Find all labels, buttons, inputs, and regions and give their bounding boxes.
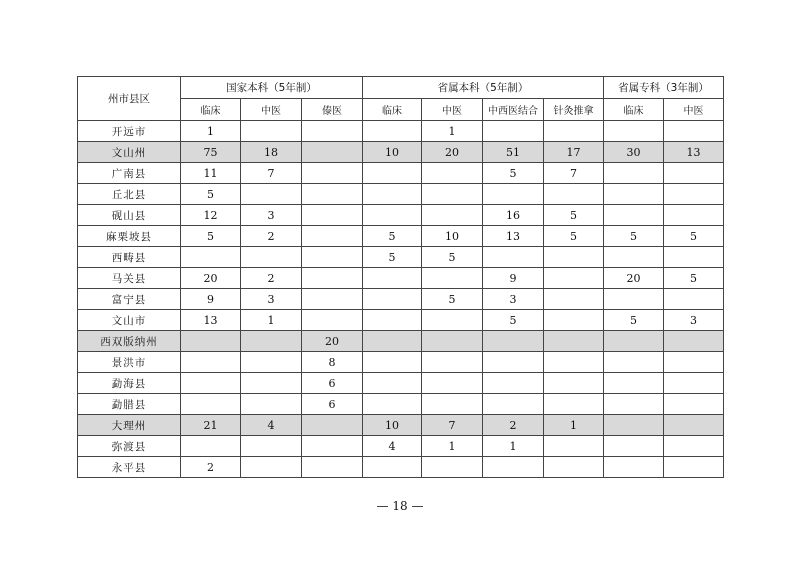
value-cell: [241, 331, 302, 352]
value-cell: [483, 457, 544, 478]
table-row: [78, 373, 724, 394]
value-cell: 6: [302, 394, 363, 415]
value-cell: [302, 142, 363, 163]
value-cell: 5: [181, 184, 241, 205]
value-cell: [664, 331, 724, 352]
value-cell: 5: [181, 226, 241, 247]
value-cell: [181, 373, 241, 394]
value-cell: [483, 373, 544, 394]
value-cell: [422, 205, 483, 226]
value-cell: [302, 310, 363, 331]
table-row: [78, 352, 724, 373]
value-cell: 4: [363, 436, 422, 457]
value-cell: [302, 457, 363, 478]
value-cell: [302, 268, 363, 289]
value-cell: [544, 352, 604, 373]
value-cell: [604, 415, 664, 436]
value-cell: 1: [544, 415, 604, 436]
group-provincial-college: 省属专科（3年制）: [604, 77, 724, 99]
value-cell: [483, 247, 544, 268]
value-cell: [302, 163, 363, 184]
value-cell: [181, 436, 241, 457]
region-name: 广南县: [78, 163, 181, 184]
value-cell: [604, 436, 664, 457]
value-cell: [302, 184, 363, 205]
value-cell: 5: [363, 247, 422, 268]
region-name: 开远市: [78, 121, 181, 142]
value-cell: 11: [181, 163, 241, 184]
value-cell: [664, 394, 724, 415]
value-cell: [422, 163, 483, 184]
page-number: — 18 —: [376, 499, 424, 513]
region-name: 马关县: [78, 268, 181, 289]
region-name: 文山市: [78, 310, 181, 331]
value-cell: 20: [302, 331, 363, 352]
table-row: [78, 394, 724, 415]
value-cell: 1: [422, 121, 483, 142]
value-cell: 20: [181, 268, 241, 289]
value-cell: [604, 184, 664, 205]
region-name: 勐腊县: [78, 394, 181, 415]
value-cell: 5: [604, 310, 664, 331]
value-cell: [241, 394, 302, 415]
value-cell: [544, 457, 604, 478]
value-cell: [604, 331, 664, 352]
value-cell: [302, 121, 363, 142]
value-cell: 9: [483, 268, 544, 289]
value-cell: [363, 121, 422, 142]
value-cell: [241, 352, 302, 373]
value-cell: [363, 163, 422, 184]
value-cell: [544, 310, 604, 331]
value-cell: 2: [241, 226, 302, 247]
value-cell: 5: [664, 226, 724, 247]
value-cell: [544, 394, 604, 415]
region-name: 砚山县: [78, 205, 181, 226]
value-cell: 5: [544, 205, 604, 226]
value-cell: [664, 184, 724, 205]
value-cell: [604, 373, 664, 394]
value-cell: 3: [664, 310, 724, 331]
column-header: 中医: [241, 99, 302, 121]
value-cell: [302, 415, 363, 436]
value-cell: [241, 184, 302, 205]
row-header-cell: 州市县区: [78, 77, 181, 121]
region-name: 丘北县: [78, 184, 181, 205]
value-cell: 20: [422, 142, 483, 163]
value-cell: [302, 226, 363, 247]
table-row: [78, 310, 724, 331]
column-header: 临床: [363, 99, 422, 121]
value-cell: 1: [422, 436, 483, 457]
value-cell: 10: [422, 226, 483, 247]
value-cell: [604, 457, 664, 478]
value-cell: [544, 331, 604, 352]
group-national-undergrad: 国家本科（5年制）: [181, 77, 363, 99]
table-row: [78, 184, 724, 205]
region-name: 西双版纳州: [78, 331, 181, 352]
value-cell: [664, 436, 724, 457]
value-cell: [544, 247, 604, 268]
table-row: [78, 457, 724, 478]
value-cell: [604, 163, 664, 184]
quota-table: [77, 76, 724, 478]
region-name: 大理州: [78, 415, 181, 436]
value-cell: 5: [604, 226, 664, 247]
value-cell: [664, 121, 724, 142]
value-cell: [181, 331, 241, 352]
value-cell: 3: [241, 289, 302, 310]
region-name: 文山州: [78, 142, 181, 163]
value-cell: [302, 205, 363, 226]
value-cell: 12: [181, 205, 241, 226]
column-header: 针灸推拿: [544, 99, 604, 121]
value-cell: 13: [664, 142, 724, 163]
table-body: [78, 121, 724, 478]
value-cell: [604, 352, 664, 373]
value-cell: [363, 373, 422, 394]
column-header: 临床: [181, 99, 241, 121]
value-cell: [422, 331, 483, 352]
value-cell: 5: [363, 226, 422, 247]
value-cell: [302, 436, 363, 457]
value-cell: 13: [181, 310, 241, 331]
value-cell: [241, 247, 302, 268]
value-cell: [363, 352, 422, 373]
value-cell: [664, 205, 724, 226]
table-row: [78, 289, 724, 310]
value-cell: [241, 436, 302, 457]
value-cell: [363, 184, 422, 205]
value-cell: 7: [422, 415, 483, 436]
value-cell: 5: [483, 310, 544, 331]
value-cell: 17: [544, 142, 604, 163]
value-cell: [422, 457, 483, 478]
value-cell: [422, 268, 483, 289]
table-row: [78, 163, 724, 184]
value-cell: [544, 289, 604, 310]
table-row: [78, 415, 724, 436]
value-cell: [363, 457, 422, 478]
value-cell: 2: [181, 457, 241, 478]
table-row: [78, 226, 724, 247]
table-row: [78, 121, 724, 142]
value-cell: 3: [483, 289, 544, 310]
value-cell: [363, 289, 422, 310]
region-name: 富宁县: [78, 289, 181, 310]
value-cell: [363, 310, 422, 331]
value-cell: [664, 415, 724, 436]
value-cell: [544, 268, 604, 289]
value-cell: [604, 247, 664, 268]
value-cell: [181, 352, 241, 373]
table-row: [78, 268, 724, 289]
value-cell: [241, 373, 302, 394]
value-cell: [483, 184, 544, 205]
value-cell: [544, 373, 604, 394]
value-cell: 8: [302, 352, 363, 373]
value-cell: [604, 289, 664, 310]
value-cell: 5: [483, 163, 544, 184]
value-cell: 5: [544, 226, 604, 247]
value-cell: 75: [181, 142, 241, 163]
value-cell: [664, 352, 724, 373]
region-name: 弥渡县: [78, 436, 181, 457]
value-cell: 1: [241, 310, 302, 331]
value-cell: [483, 352, 544, 373]
value-cell: [604, 121, 664, 142]
value-cell: 4: [241, 415, 302, 436]
value-cell: [181, 247, 241, 268]
table-row: [78, 331, 724, 352]
value-cell: 5: [664, 268, 724, 289]
region-name: 景洪市: [78, 352, 181, 373]
group-provincial-undergrad: 省属本科（5年制）: [363, 77, 604, 99]
value-cell: [604, 205, 664, 226]
value-cell: [241, 121, 302, 142]
value-cell: [664, 373, 724, 394]
value-cell: 6: [302, 373, 363, 394]
table-row: [78, 205, 724, 226]
value-cell: 2: [483, 415, 544, 436]
group-header-row: [78, 77, 724, 99]
value-cell: [181, 394, 241, 415]
value-cell: 9: [181, 289, 241, 310]
value-cell: [363, 394, 422, 415]
value-cell: [302, 289, 363, 310]
column-header: 傣医: [302, 99, 363, 121]
region-name: 麻栗坡县: [78, 226, 181, 247]
value-cell: [483, 331, 544, 352]
value-cell: [604, 394, 664, 415]
value-cell: 13: [483, 226, 544, 247]
table-row: [78, 436, 724, 457]
value-cell: 3: [241, 205, 302, 226]
value-cell: 30: [604, 142, 664, 163]
value-cell: 21: [181, 415, 241, 436]
value-cell: [544, 184, 604, 205]
value-cell: 51: [483, 142, 544, 163]
value-cell: 7: [544, 163, 604, 184]
value-cell: 5: [422, 289, 483, 310]
value-cell: 7: [241, 163, 302, 184]
value-cell: [544, 436, 604, 457]
value-cell: 2: [241, 268, 302, 289]
table-row: [78, 247, 724, 268]
value-cell: [664, 247, 724, 268]
value-cell: [422, 310, 483, 331]
column-header: 中医: [664, 99, 724, 121]
value-cell: [483, 121, 544, 142]
value-cell: [241, 457, 302, 478]
region-name: 永平县: [78, 457, 181, 478]
value-cell: [422, 352, 483, 373]
value-cell: [302, 247, 363, 268]
region-name: 西畴县: [78, 247, 181, 268]
column-header: 中医: [422, 99, 483, 121]
value-cell: [483, 394, 544, 415]
value-cell: [422, 184, 483, 205]
value-cell: [363, 268, 422, 289]
value-cell: [664, 289, 724, 310]
value-cell: [363, 331, 422, 352]
value-cell: 1: [483, 436, 544, 457]
region-name: 勐海县: [78, 373, 181, 394]
value-cell: 10: [363, 142, 422, 163]
value-cell: 16: [483, 205, 544, 226]
value-cell: [664, 457, 724, 478]
value-cell: [422, 373, 483, 394]
value-cell: [422, 394, 483, 415]
value-cell: [544, 121, 604, 142]
value-cell: 10: [363, 415, 422, 436]
value-cell: [664, 163, 724, 184]
column-header: 中西医结合: [483, 99, 544, 121]
table-row: [78, 142, 724, 163]
value-cell: [363, 205, 422, 226]
value-cell: 18: [241, 142, 302, 163]
value-cell: 20: [604, 268, 664, 289]
value-cell: 1: [181, 121, 241, 142]
value-cell: 5: [422, 247, 483, 268]
column-header: 临床: [604, 99, 664, 121]
